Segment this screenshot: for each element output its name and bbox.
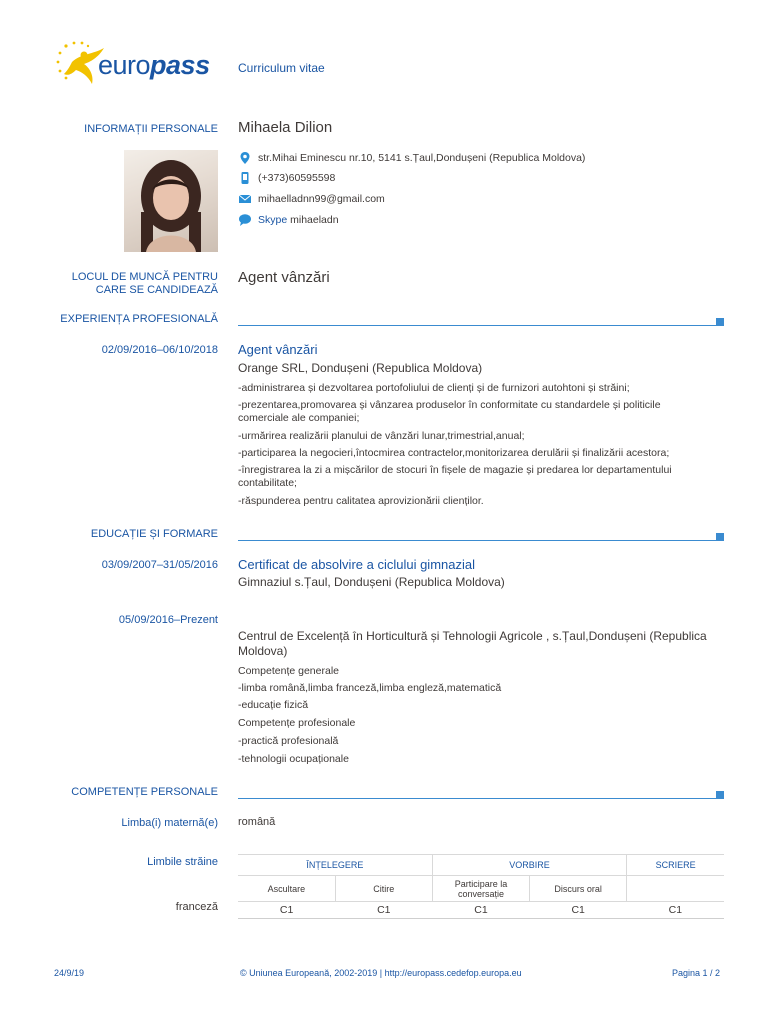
language-row — [238, 902, 724, 919]
footer-page-number: Pagina 1 / 2 — [672, 968, 721, 978]
sub-interaction: Participare la conversație — [432, 876, 529, 902]
sub-listening: Ascultare — [238, 876, 335, 902]
footer-copyright[interactable]: © Uniunea Europeană, 2002-2019 | http://europass.cedefop.europa.eu — [240, 968, 522, 978]
education-institution: Centrul de Excelență în Horticultură și Tehnologii Agricole , s.Țaul,Dondușeni (Republica Moldova) — [238, 629, 707, 658]
experience-section-label: EXPERIENȚA PROFESIONALĂ — [60, 313, 218, 325]
personal-section-label: INFORMAȚII PERSONALE — [84, 123, 218, 135]
foreign-languages-label: Limbile străine — [147, 856, 218, 868]
section-divider — [238, 325, 718, 326]
duty-line: -administrarea și dezvoltarea portofoliului de clienți și de furnizori autohtoni și străini; — [238, 382, 630, 394]
experience-dates: 02/09/2016–06/10/2018 — [101, 344, 218, 356]
language-name: franceză — [175, 901, 218, 913]
logo-text-euro: euro — [98, 50, 151, 80]
experience-employer: Orange SRL, Dondușeni (Republica Moldova) — [238, 361, 483, 375]
language-table-sub-row — [238, 876, 724, 902]
skills-section-label: COMPETENȚE PERSONALE — [71, 786, 218, 798]
level-reading: C1 — [335, 902, 432, 919]
applicant-name: Mihaela Dilion — [238, 119, 333, 136]
education-line: Competențe generale — [238, 665, 339, 677]
level-interaction: C1 — [432, 902, 529, 919]
education-dates: 03/09/2007–31/05/2016 — [101, 559, 218, 571]
contact-email — [238, 192, 385, 206]
contact-phone — [238, 171, 335, 185]
mother-tongue-value: română — [238, 816, 276, 828]
sub-writing-empty — [627, 876, 724, 902]
level-listening: C1 — [238, 902, 335, 919]
group-writing: SCRIERE — [627, 855, 724, 876]
applicant-photo — [124, 150, 218, 252]
education-line: -practică profesională — [238, 735, 339, 747]
sub-production: Discurs oral — [530, 876, 627, 902]
chat-bubble-icon — [238, 213, 252, 227]
skype-label: Skype — [258, 214, 288, 226]
education-title: Certificat de absolvire a ciclului gimnazial — [238, 557, 475, 572]
education-line: -limba română,limba franceză,limba engleză,matematică — [238, 682, 502, 694]
contact-address — [238, 151, 585, 165]
section-divider-square — [716, 318, 724, 326]
education-section-label: EDUCAȚIE ȘI FORMARE — [90, 528, 218, 540]
education-dates: 05/09/2016–Prezent — [118, 614, 218, 626]
contact-skype — [238, 213, 339, 227]
location-pin-icon — [238, 151, 252, 165]
section-divider-square — [716, 791, 724, 799]
phone-text: (+373)60595598 — [258, 172, 336, 184]
experience-title: Agent vânzări — [238, 342, 318, 357]
level-production: C1 — [530, 902, 627, 919]
duty-line: -prezentarea,promovarea și vânzarea produselor în conformitate cu standardele și politicile comerciale ale companiei; — [238, 399, 661, 424]
education-line: -tehnologii ocupaționale — [238, 753, 349, 765]
duty-line: -răspunderea pentru calitatea aprovizionării clienților. — [238, 495, 484, 507]
job-applied-label-line1: LOCUL DE MUNCĂ PENTRU — [71, 271, 218, 283]
mother-tongue-label: Limba(i) maternă(e) — [121, 817, 218, 829]
section-divider-square — [716, 533, 724, 541]
address-text: str.Mihai Eminescu nr.10, 5141 s.Țaul,Dondușeni (Republica Moldova) — [258, 152, 586, 164]
language-table — [238, 854, 724, 919]
duty-line: -înregistrarea la zi a mișcărilor de stocuri în fișele de magazie și predarea lor departamentului contabilitate; — [238, 464, 672, 489]
group-understanding: ÎNȚELEGERE — [238, 855, 432, 876]
email-envelope-icon — [238, 192, 252, 206]
footer-date: 24/9/19 — [54, 968, 85, 978]
section-divider — [238, 540, 718, 541]
logo-wordmark — [98, 50, 210, 81]
job-applied-label-line2: CARE SE CANDIDEAZĂ — [95, 284, 218, 296]
duty-line: -urmărirea realizării planului de vânzări lunar,trimestrial,anual; — [238, 430, 525, 442]
level-writing: C1 — [627, 902, 724, 919]
doc-title: Curriculum vitae — [238, 61, 325, 75]
logo-text-pass: pass — [150, 50, 210, 80]
duty-line: -participarea la negocieri,întocmirea contractelor,monitorizarea derulării și finalizării acestora; — [238, 447, 670, 459]
education-line: Competențe profesionale — [238, 717, 356, 729]
email-text[interactable]: mihaelladnn99@gmail.com — [258, 193, 385, 205]
language-table-group-row — [238, 855, 724, 876]
section-divider — [238, 798, 718, 799]
sub-reading: Citire — [335, 876, 432, 902]
education-institution: Gimnaziul s.Țaul, Dondușeni (Republica Moldova) — [238, 575, 505, 589]
job-applied-value: Agent vânzări — [238, 269, 330, 286]
education-line: -educație fizică — [238, 699, 309, 711]
mobile-phone-icon — [238, 171, 252, 185]
europass-logo — [54, 40, 224, 90]
job-applied-label — [72, 271, 218, 297]
skype-handle: mihaeladn — [290, 214, 339, 226]
group-speaking: VORBIRE — [432, 855, 626, 876]
